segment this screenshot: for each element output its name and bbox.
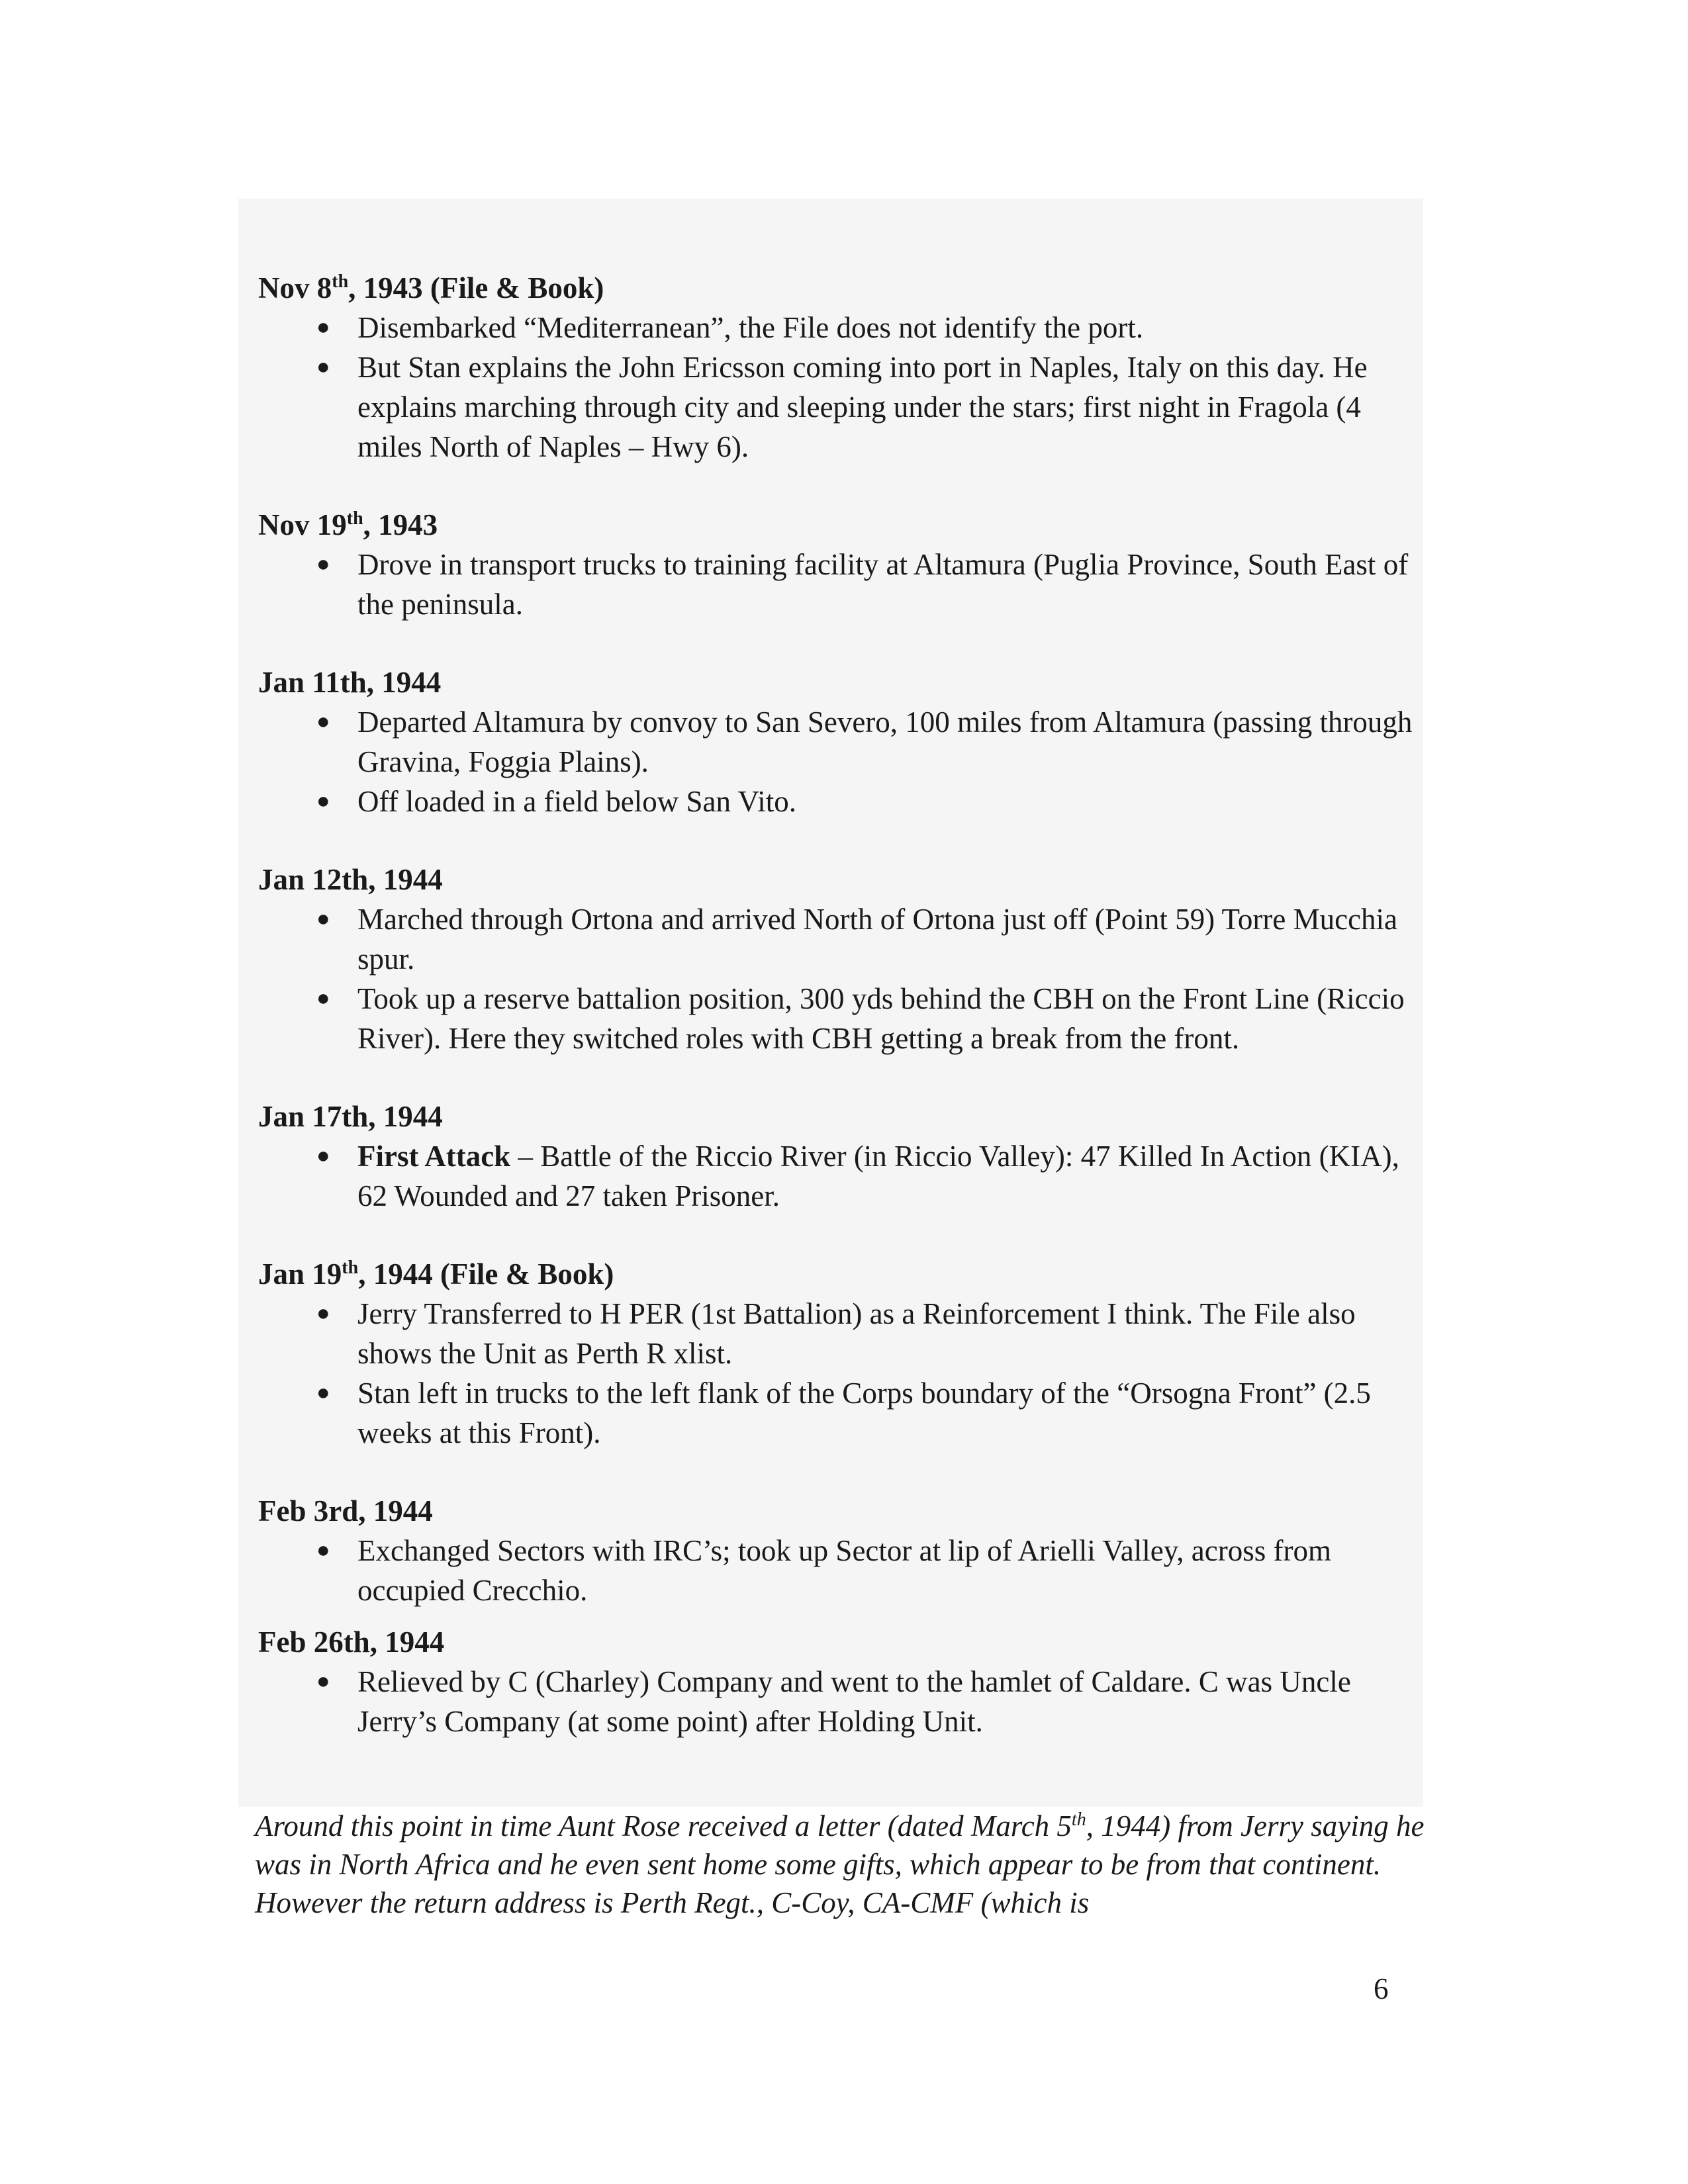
bullet-icon: ● — [316, 1538, 330, 1563]
entry-date: Jan 17th, 1944 — [258, 1100, 443, 1133]
bullet-icon: ● — [316, 986, 330, 1011]
timeline-entry — [258, 662, 1423, 821]
italic-note: Around this point in time Aunt Rose received a letter (dated March 5th, 1944) from Jerry saying he was in North Africa and he even sent home some gifts, which appear to be from that continent. However the return address is Perth Regt., C-Coy, CA-CMF (which is — [255, 1809, 1425, 1919]
timeline — [258, 268, 1423, 1780]
entry-bullets — [258, 899, 1423, 1058]
bold-lead: First Attack — [357, 1140, 511, 1173]
bullet-icon: ● — [316, 789, 330, 813]
entry-date: Jan 11th, 1944 — [258, 666, 442, 699]
bullet-icon: ● — [316, 1381, 330, 1405]
timeline-entry — [258, 860, 1423, 1058]
entry-bullets — [258, 1662, 1423, 1741]
bullet-item: ● Jerry Transferred to H PER (1st Battalion) as a Reinforcement I think. The File also shows the Unit as Perth R xlist. — [258, 1294, 1423, 1373]
bullet-item: ● But Stan explains the John Ericsson coming into port in Naples, Italy on this day. He explains marching through city and sleeping under the stars; first night in Fragola (4 miles North of Naples – Hwy 6). — [258, 347, 1423, 467]
entry-date: Jan 19th, 1944 (File & Book) — [258, 1257, 614, 1291]
bullet-icon: ● — [316, 355, 330, 379]
page-number: 6 — [1374, 1972, 1389, 2005]
entry-date: Jan 12th, 1944 — [258, 863, 443, 896]
bullet-icon: ● — [316, 1301, 330, 1326]
bullet-icon: ● — [316, 552, 330, 576]
bullet-icon: ● — [316, 1669, 330, 1694]
entry-date: Nov 19th, 1943 — [258, 508, 438, 541]
bullet-icon: ● — [316, 709, 330, 734]
entry-bullets — [258, 1136, 1423, 1216]
bullet-item: ● Exchanged Sectors with IRC’s; took up Sector at lip of Arielli Valley, across from occupied Crecchio. — [258, 1531, 1423, 1610]
bullet-icon: ● — [316, 1144, 330, 1168]
bullet-item: ● First Attack – Battle of the Riccio River (in Riccio Valley): 47 Killed In Action (KIA), 62 Wounded and 27 taken Prisoner. — [258, 1136, 1423, 1216]
bullet-item: ● Drove in transport trucks to training facility at Altamura (Puglia Province, South East of the peninsula. — [258, 545, 1423, 624]
bullet-item: ● Disembarked “Mediterranean”, the File does not identify the port. — [258, 308, 1423, 347]
timeline-entry — [258, 1491, 1423, 1610]
entry-bullets — [258, 702, 1423, 821]
timeline-entry — [258, 1254, 1423, 1453]
entry-date: Feb 26th, 1944 — [258, 1625, 445, 1659]
entry-bullets — [258, 308, 1423, 467]
bullet-item: ● Off loaded in a field below San Vito. — [258, 782, 1423, 821]
bullet-item: ● Stan left in trucks to the left flank of the Corps boundary of the “Orsogna Front” (2.5 weeks at this Front). — [258, 1373, 1423, 1453]
bullet-icon: ● — [316, 315, 330, 340]
timeline-entry — [258, 1097, 1423, 1216]
bullet-icon: ● — [316, 907, 330, 931]
entry-bullets — [258, 1531, 1423, 1610]
bullet-item: ● Relieved by C (Charley) Company and went to the hamlet of Caldare. C was Uncle Jerry’s Company (at some point) after Holding Unit. — [258, 1662, 1423, 1741]
timeline-entry — [258, 1622, 1423, 1741]
bullet-item: ● Departed Altamura by convoy to San Severo, 100 miles from Altamura (passing through Gravina, Foggia Plains). — [258, 702, 1423, 782]
bullet-item: ● Took up a reserve battalion position, 300 yds behind the CBH on the Front Line (Riccio River). Here they switched roles with CBH getting a break from the front. — [258, 979, 1423, 1058]
entry-date: Feb 3rd, 1944 — [258, 1494, 433, 1527]
timeline-entry — [258, 268, 1423, 467]
entry-bullets — [258, 545, 1423, 624]
bullet-item: ● Marched through Ortona and arrived North of Ortona just off (Point 59) Torre Mucchia spur. — [258, 899, 1423, 979]
timeline-entry — [258, 505, 1423, 624]
entry-date: Nov 8th, 1943 (File & Book) — [258, 271, 604, 304]
entry-bullets — [258, 1294, 1423, 1453]
